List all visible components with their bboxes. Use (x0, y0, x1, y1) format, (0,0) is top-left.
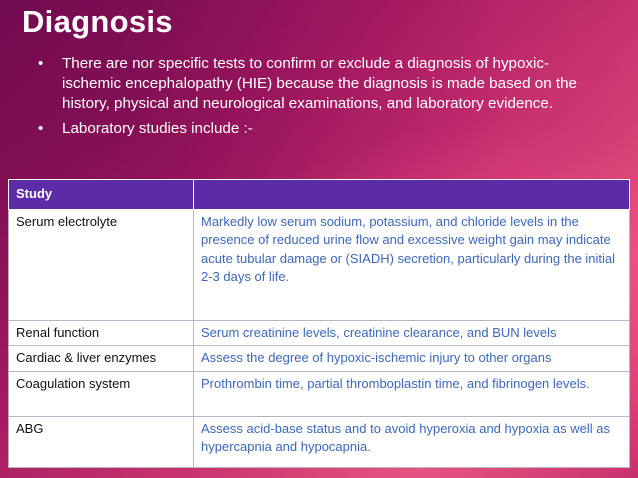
bullet-text: There are nor specific tests to confirm or exclude a diagnosis of hypoxic-ischemic encephalopathy (HIE) because the diagnosis is made based on the history, physical and neurological examinations, and laboratory evidence. (62, 55, 577, 112)
bullet-text: Laboratory studies include :- (62, 120, 253, 138)
table-row (9, 346, 630, 372)
description-cell: Serum creatinine levels, creatinine clearance, and BUN levels (194, 320, 630, 346)
description-cell: Markedly low serum sodium, potassium, and chloride levels in the presence of reduced urine flow and excessive weight gain may indicate acute tubular damage or (SIADH) secretion, particularly during the initial 2-3 days of life. (194, 209, 630, 320)
description-cell: Assess acid-base status and to avoid hyperoxia and hypoxia as well as hypercapnia and hypocapnia. (194, 416, 630, 467)
bullet-dot-icon: • (38, 55, 44, 72)
bullet-item (34, 54, 606, 113)
study-cell: Serum electrolyte (9, 209, 194, 320)
study-cell: ABG (9, 416, 194, 467)
bullet-dot-icon: • (38, 120, 44, 138)
study-cell: Renal function (9, 320, 194, 346)
header-study: Study (9, 180, 194, 210)
table-row (9, 371, 630, 416)
bullet-list (34, 54, 606, 145)
table-row (9, 320, 630, 346)
study-cell: Coagulation system (9, 371, 194, 416)
slide-title: Diagnosis (22, 4, 173, 39)
description-cell: Assess the degree of hypoxic-ischemic injury to other organs (194, 346, 630, 372)
table-header-row (9, 180, 630, 210)
study-cell: Cardiac & liver enzymes (9, 346, 194, 372)
lab-studies-table (8, 179, 630, 468)
bullet-item (34, 119, 606, 139)
description-cell: Prothrombin time, partial thromboplastin time, and fibrinogen levels. (194, 371, 630, 416)
table-row (9, 416, 630, 467)
table-row (9, 209, 630, 320)
header-description (194, 180, 630, 210)
